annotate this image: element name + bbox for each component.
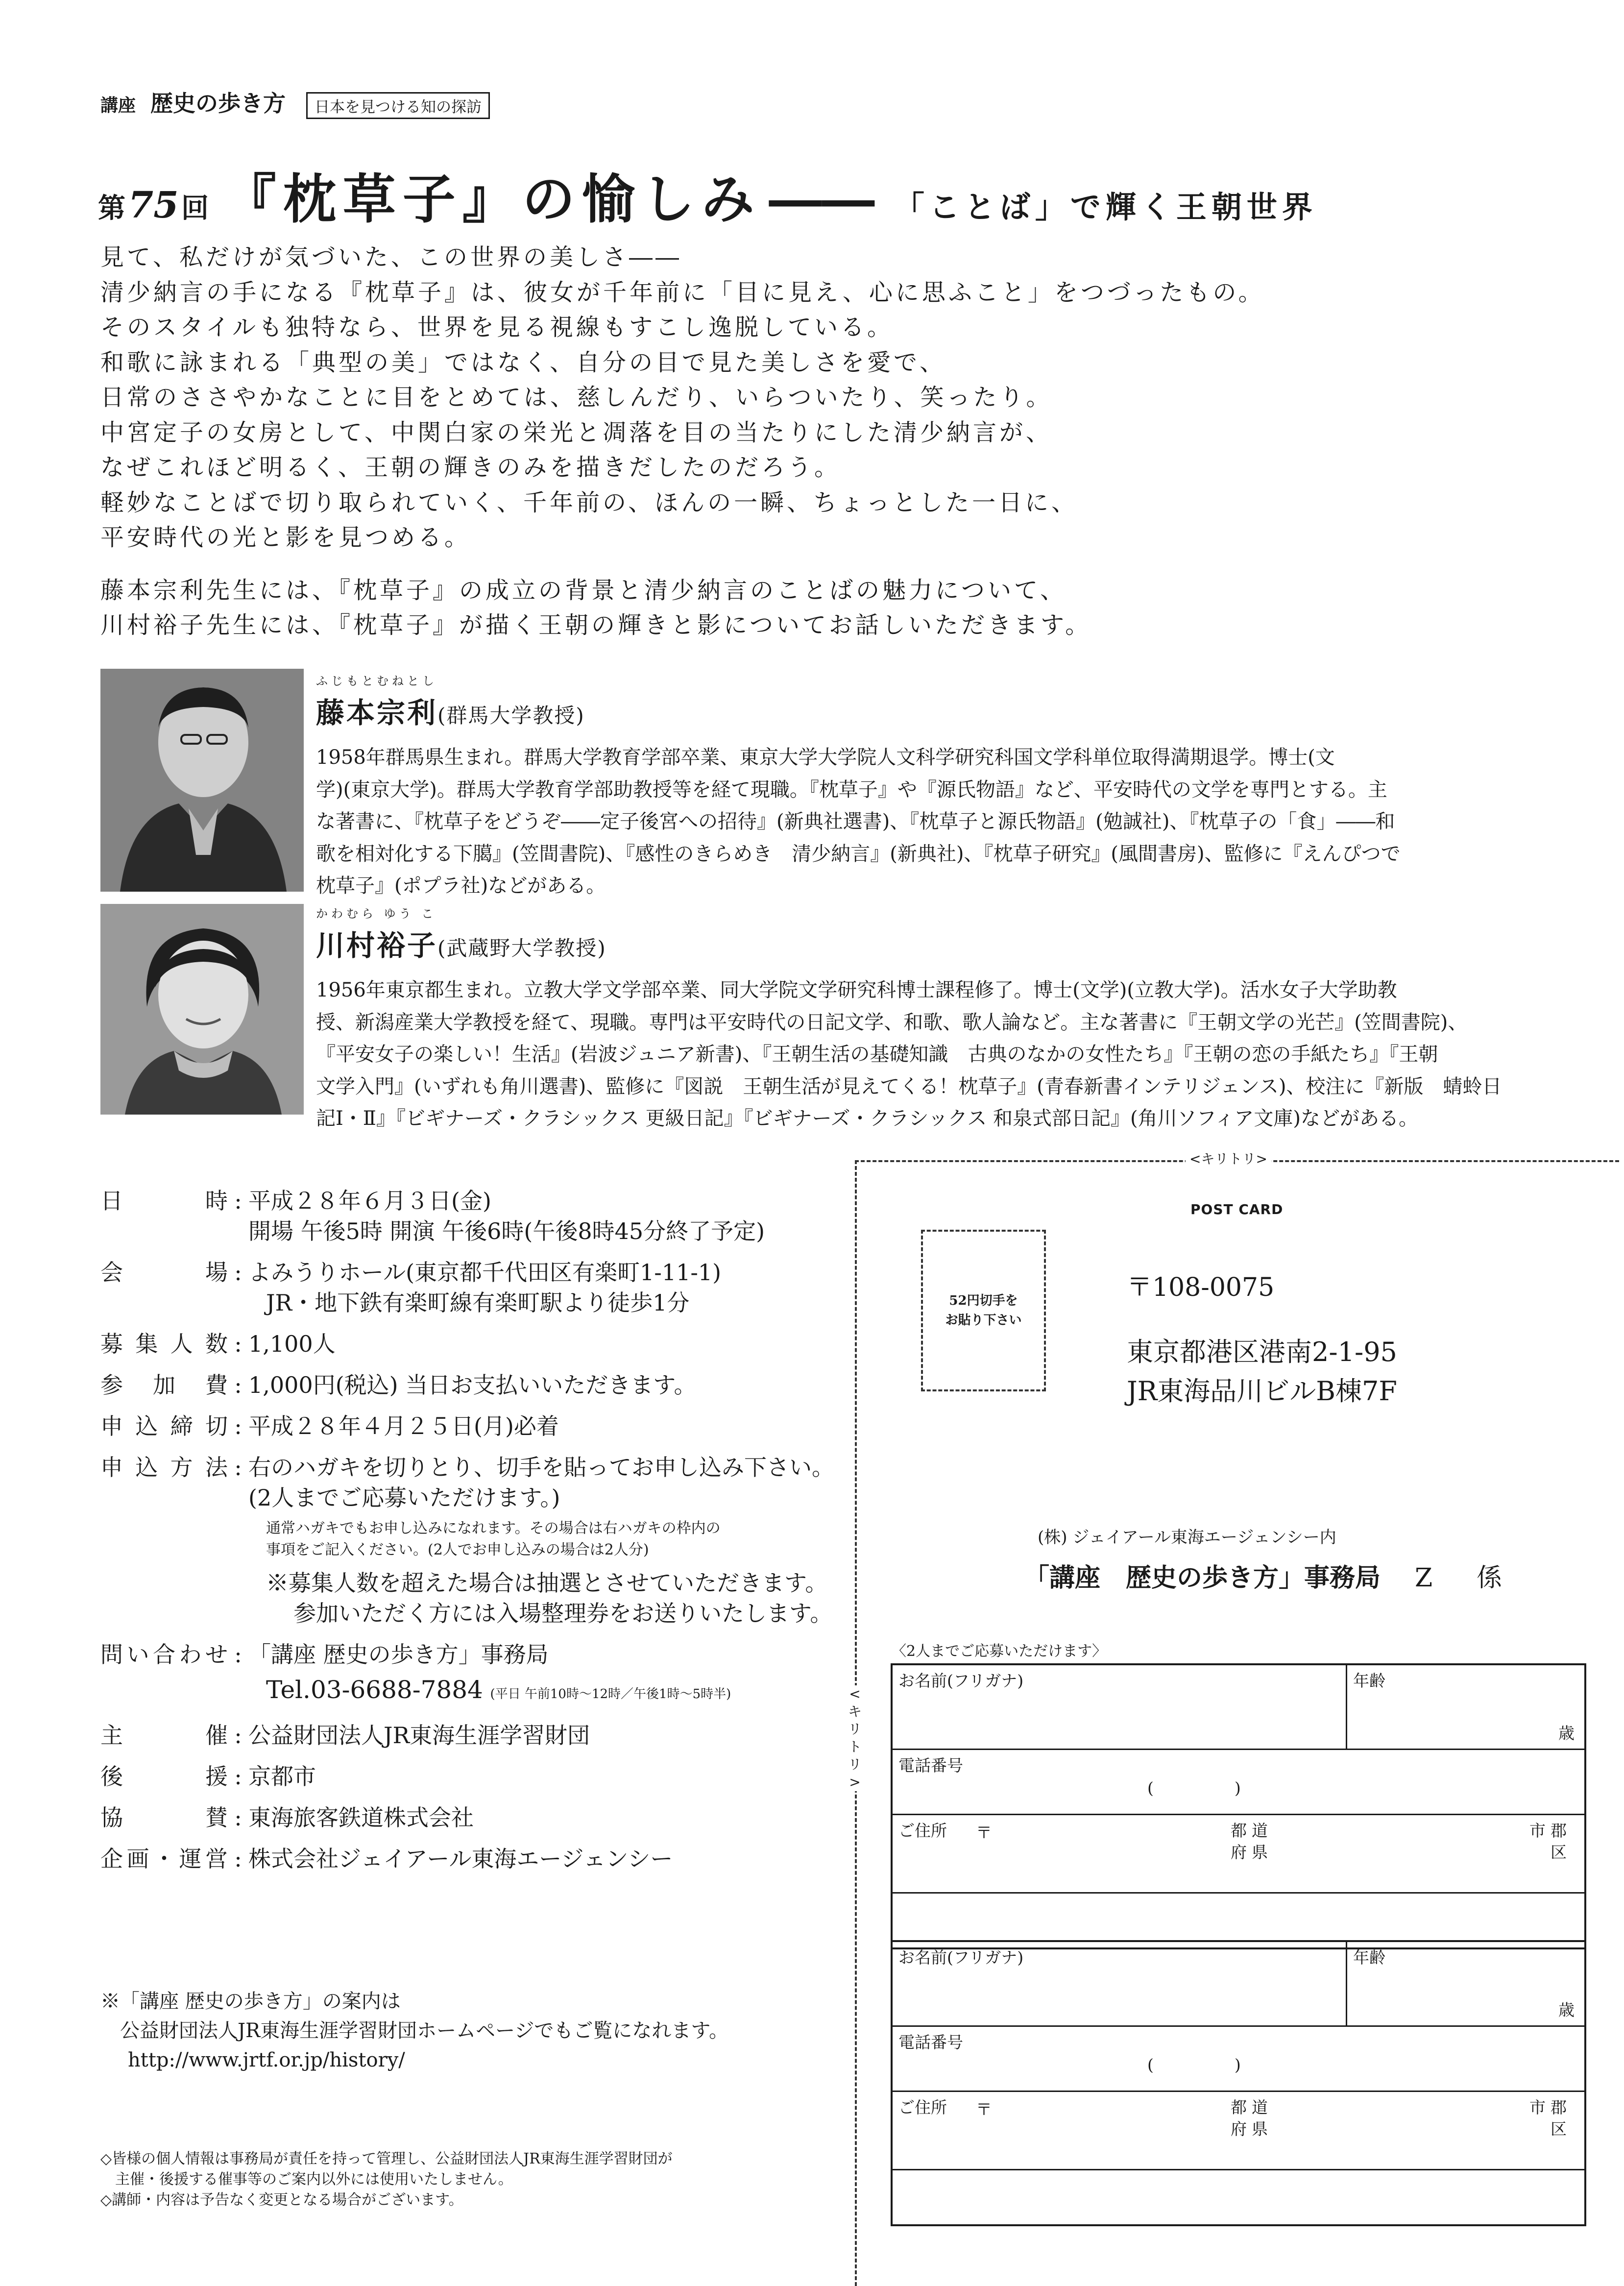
application-form-1 — [891, 1663, 1586, 1949]
intro-line: 和歌に詠まれる「典型の美」ではなく、自分の目で見た美しさを愛で、 — [100, 348, 946, 376]
contact-tel: Tel.03-6688-7884 — [266, 1676, 483, 1704]
detail-method: 申込方法 : 右のハガキを切りとり、切手を貼ってお申し込み下さい。 (2人までご応募いただけます。) 通常ハガキでもお申し込みになれます。その場合は右ハガキの枠内の 事項をご記入ください。(2人でお申し込みの場合は2人分) ※募集人数を超えた場合は抽選とさせていただきます。 参加いただく方には入場整理券をお送りいたします。 — [100, 1454, 834, 1627]
title-number: 75 — [128, 184, 179, 226]
detail-value: よみうりホール(東京都千代田区有楽町1-11-1) — [248, 1259, 722, 1286]
series-name: 歴史の歩き方 — [150, 90, 286, 117]
detail-capacity: 募集人数 : 1,100人 — [100, 1329, 845, 1359]
intro-line: 清少納言の手になる『枕草子』は、彼女が千年前に「目に見え、心に思ふこと」をつづったもの。 — [100, 278, 1265, 306]
bio-line: 授、新潟産業大学教授を経て、現職。専門は平安時代の日記文学、和歌、歌人論など。主な著書に『王朝文学の光芒』(笠間書院)、 — [316, 1011, 1468, 1034]
detail-venue: 会場 : よみうりホール(東京都千代田区有楽町1-11-1) JR・地下鉄有楽町線有楽町駅より徒歩1分 — [100, 1257, 845, 1318]
lecturer-bio — [316, 974, 1551, 1135]
address-field[interactable]: ご住所 〒 都道 府県 市郡 区 — [893, 2092, 1584, 2170]
postcard-zip: 〒108-0075 — [1127, 1273, 1275, 1302]
homepage-link[interactable]: http://www.jrtf.or.jp/history/ — [128, 2049, 405, 2071]
bio-line: な著書に、『枕草子をどうぞ――定子後宮への招待』(新典社選書)、『枕草子と源氏物語』(勉誠社)、『枕草子の「食」――和 — [316, 810, 1395, 833]
applicant-limit-note: 〈2人までご応募いただけます〉 — [892, 1643, 1107, 1660]
recipient-company: (株) ジェイアール東海エージェンシー内 — [1038, 1528, 1336, 1547]
stamp-box: 52円切手を お貼り下さい — [921, 1230, 1046, 1391]
lecturer-name — [316, 690, 1551, 731]
title-main: 『枕草子』の愉しみ — [223, 169, 761, 230]
lecturer-name-text: 藤本宗利 — [316, 696, 438, 730]
lecturer-fujimoto — [316, 671, 1551, 902]
intro-line: 日常のささやかなことに目をとめては、慈しんだり、いらついたり、笑ったり。 — [100, 384, 1053, 411]
age-field[interactable]: 年齢 歳 — [1353, 1948, 1575, 2019]
form-name-row — [893, 1665, 1584, 1750]
title-dash: ―― — [769, 169, 875, 230]
bio-line: 学)(東京大学)。群馬大学教育学部助教授等を経て現職。『枕草子』や『源氏物語』など、平安時代の文学を専門とする。主 — [316, 778, 1387, 801]
age-field[interactable]: 年齢 歳 — [1353, 1671, 1575, 1743]
bio-line: 『平安女子の楽しい！生活』(岩波ジュニア新書)、『王朝生活の基礎知識 古典のなかの女性たち』『王朝の恋の手紙たち』『王朝 — [316, 1043, 1438, 1066]
intro-line: 平安時代の光と影を見つめる。 — [100, 524, 471, 551]
intro-line: 見て、私だけが気づいた、この世界の美しさ―― — [100, 243, 682, 271]
intro-line: 藤本宗利先生には、『枕草子』の成立の背景と清少納言のことばの魅力について、 — [100, 576, 1067, 604]
detail-planning: 企画・運営 : 株式会社ジェイアール東海エージェンシー — [100, 1846, 673, 1872]
recipient-office: 「講座 歴史の歩き方」事務局 Z 係 — [1024, 1563, 1503, 1593]
privacy-note: ◇皆様の個人情報は事務局が責任を持って管理し、公益財団法人JR東海生涯学習財団が 主催・後援する催事等のご案内以外には使用いたしません。 ◇講師・内容は予告なく変更となる場合がございます。 — [100, 2150, 673, 2209]
lecturer-photo-kawamura — [100, 904, 304, 1115]
lecturer-affiliation: (武蔵野大学教授) — [437, 936, 606, 960]
detail-support: 後援 : 京都市 — [100, 1763, 316, 1790]
detail-value: 平成２８年６月３日(金) — [248, 1188, 491, 1214]
series-tagline: 日本を見つける知の探訪 — [306, 92, 490, 119]
detail-organizer: 主催 : 公益財団法人JR東海生涯学習財団 — [100, 1722, 590, 1749]
detail-value: 開場 午後5時 開演 午後6時(午後8時45分終了予定) — [248, 1218, 765, 1244]
event-details — [100, 1186, 845, 1885]
detail-datetime: 日時 : 平成２８年６月３日(金) 開場 午後5時 開演 午後6時(午後8時45分終了予定) — [100, 1186, 845, 1246]
lecturer-name — [316, 923, 1551, 964]
intro-line: 川村裕子先生には、『枕草子』が描く王朝の輝きと影についてお話しいただきます。 — [100, 611, 1092, 639]
bio-line: 歌を相対化する下臈』(笠間書院)、『感性のきらめき 清少納言』(新典社)、『枕草子研究』(風間書房)、監修に『えんぴつで — [316, 842, 1401, 865]
cut-label-vertical: < キ リ ト リ > — [844, 1685, 866, 1791]
bio-line: 1958年群馬県生まれ。群馬大学教育学部卒業、東京大学大学院人文科学研究科国文学科単位取得満期退学。博士(文 — [316, 746, 1335, 769]
detail-deadline: 申込締切 : 平成２８年４月２５日(月)必着 — [100, 1411, 845, 1441]
bio-line: 1956年東京都生まれ。立教大学文学部卒業、同大学院文学研究科博士課程修了。博士(文学)(立教大学)。活水女子大学助教 — [316, 979, 1397, 1001]
lecturer-affiliation: (群馬大学教授) — [437, 704, 585, 728]
tel-field[interactable]: 電話番号 ( ) — [893, 2027, 1584, 2092]
lecturer-photo-fujimoto — [100, 669, 304, 892]
title-sub: 「ことば」で輝く王朝世界 — [894, 189, 1317, 225]
bio-line: 枕草子』(ポプラ社)などがある。 — [316, 875, 606, 897]
bio-line: 文学入門』(いずれも角川選書)、監修に『図説 王朝生活が見えてくる！枕草子』(青春新書インテリジェンス)、校注に『新版 蜻蛉日 — [316, 1075, 1502, 1098]
detail-value: 1,100人 — [248, 1331, 336, 1357]
intro-line: そのスタイルも独特なら、世界を見る視線もすこし逸脱している。 — [100, 314, 894, 341]
lecturer-furigana: ふじもとむねとし — [316, 674, 437, 688]
address-field-line2[interactable] — [893, 1894, 1584, 1947]
postcard-title: POST CARD — [1190, 1201, 1284, 1217]
lecturer-furigana: かわむら ゆう こ — [316, 907, 437, 921]
address-field-line2[interactable] — [893, 2170, 1584, 2224]
tel-field[interactable]: 電話番号 ( ) — [893, 1750, 1584, 1815]
intro-line: なぜこれほど明るく、王朝の輝きのみを描きだしたのだろう。 — [100, 454, 841, 481]
series-prefix: 講座 — [100, 95, 136, 116]
lecturer-name-text: 川村裕子 — [316, 929, 438, 962]
detail-value: JR・地下鉄有楽町線有楽町駅より徒歩1分 — [266, 1289, 690, 1316]
detail-fee: 参加費 : 1,000円(税込) 当日お支払いいただきます。 — [100, 1370, 845, 1400]
intro-line: 軽妙なことばで切り取られていく、千年前の、ほんの一瞬、ちょっとした一日に、 — [100, 488, 1078, 516]
bio-line: 記Ⅰ・Ⅱ』『ビギナーズ・クラシックス 更級日記』『ビギナーズ・クラシックス 和泉式部日記』(角川ソフィア文庫)などがある。 — [316, 1107, 1419, 1130]
detail-contact: 問い合わせ : 「講座 歴史の歩き方」事務局 Tel.03-6688-7884 (平日 午前10時～12時／午後1時～5時半) — [100, 1641, 731, 1704]
title-no-suffix: 回 — [181, 192, 209, 224]
page-title — [98, 157, 1317, 233]
lecturer-bio — [316, 742, 1551, 902]
name-field[interactable]: お名前(フリガナ) — [893, 1665, 1347, 1749]
title-no-prefix: 第 — [98, 192, 125, 224]
series-header — [100, 86, 490, 119]
postcard-address: 東京都港区港南2-1-95 JR東海品川ビルB棟7F — [1127, 1337, 1397, 1407]
detail-value: 平成２８年４月２５日(月)必着 — [248, 1413, 559, 1439]
name-field[interactable]: お名前(フリガナ) — [893, 1942, 1347, 2025]
form-name-row — [893, 1942, 1584, 2027]
detail-sponsor: 協賛 : 東海旅客鉄道株式会社 — [100, 1804, 474, 1831]
detail-value: 1,000円(税込) 当日お支払いいただきます。 — [248, 1372, 697, 1398]
homepage-note: ※「講座 歴史の歩き方」の案内は 公益財団法人JR東海生涯学習財団ホームページでもご覧になれます。 http://www.jrtf.or.jp/history/ — [100, 1987, 728, 2075]
intro-text — [100, 240, 1546, 643]
address-field[interactable]: ご住所 〒 都道 府県 市郡 区 — [893, 1815, 1584, 1894]
cut-label: <キリトリ> — [1186, 1148, 1271, 1168]
lecturer-kawamura — [316, 904, 1551, 1135]
application-form-2 — [891, 1940, 1586, 2226]
intro-line: 中宮定子の女房として、中関白家の栄光と凋落を目の当たりにした清少納言が、 — [100, 418, 1053, 446]
